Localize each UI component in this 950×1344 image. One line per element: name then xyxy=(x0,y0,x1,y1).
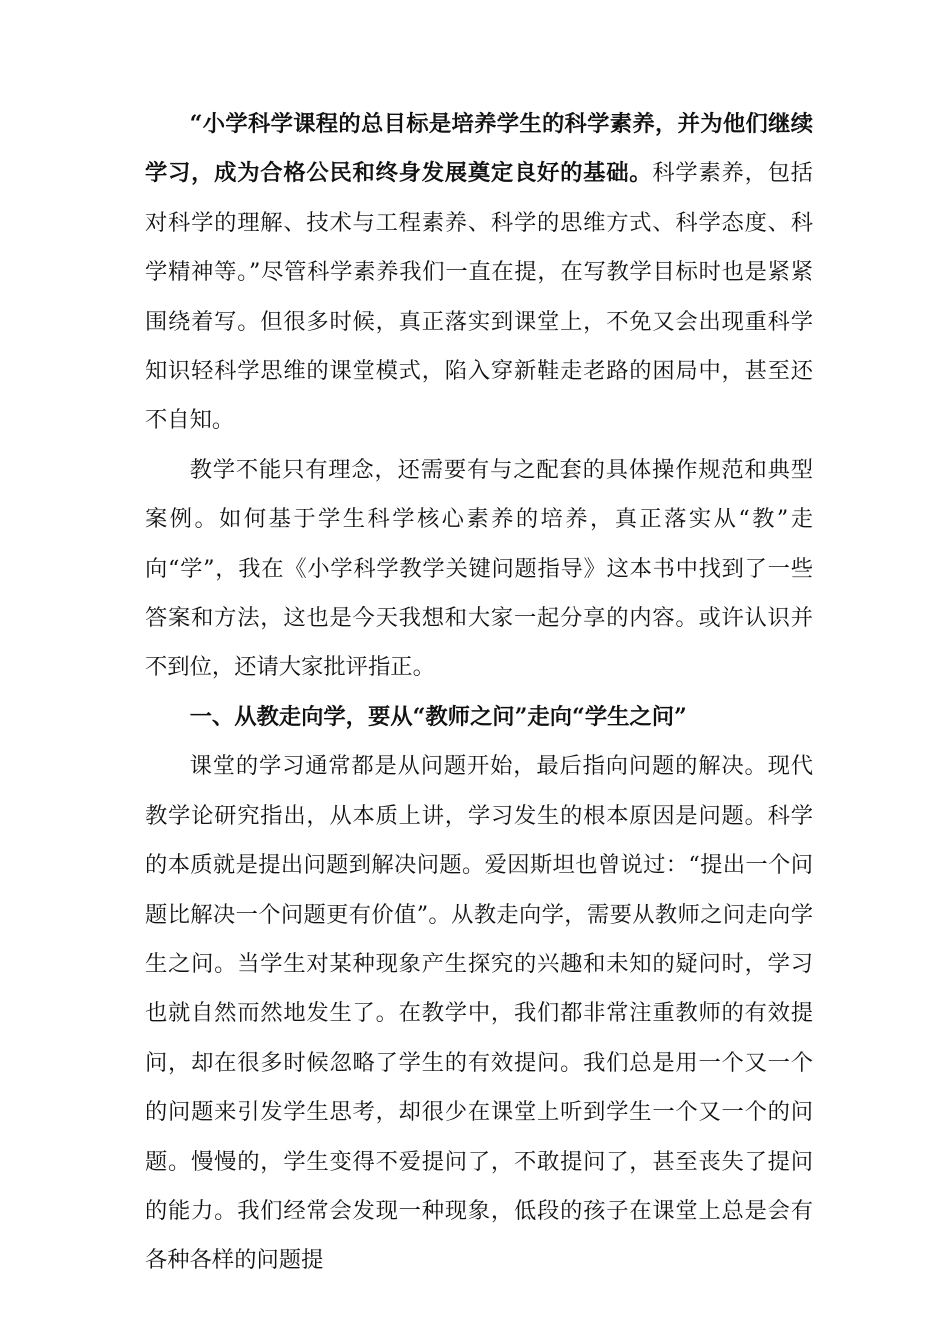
section-heading-1: 一、从教走向学，要从“教师之问”走向“学生之问” xyxy=(189,703,687,730)
paragraph-3: 课堂的学习通常都是从问题开始，最后指向问题的解决。现代教学论研究指出，从本质上讲，学习发生的根本原因是问题。科学的本质就是提出问题到解决问题。爱因斯坦也曾说过：“提出一个问题比解决一个问题更有价值”。从教走向学，需要从教师之问走向学生之问。当学生对某种现象产生探究的兴趣和未知的疑问时，学习也就自然而然地发生了。在教学中，我们都非常注重教师的有效提问，却在很多时候忽略了学生的有效提问。我们总是用一个又一个的问题来引发学生思考，却很少在课堂上听到学生一个又一个的问题。慢慢的，学生变得不爱提问了，不敢提问了，甚至丧失了提问的能力。我们经常会发现一种现象，低段的孩子在课堂上总是会有各种各样的问题提 xyxy=(145,753,813,1274)
paragraph-1-bold-text: “小学科学课程的总目标是培养学生的科学素养，并为他们继续学习，成为合格公民和终身发展奠定良好的基础。 xyxy=(145,111,813,187)
document-body xyxy=(145,100,813,1286)
paragraph-1-text: 科学素养，包括对科学的理解、技术与工程素养、科学的思维方式、科学态度、科学精神等。”尽管科学素养我们一直在提，在写教学目标时也是紧紧围绕着写。但很多时候，真正落实到课堂上，不免又会出现重科学知识轻科学思维的课堂模式，陷入穿新鞋走老路的困局中，甚至还不自知。 xyxy=(145,160,813,434)
paragraph-1 xyxy=(145,100,813,446)
paragraph-2: 教学不能只有理念，还需要有与之配套的具体操作规范和典型案例。如何基于学生科学核心素养的培养，真正落实从“教”走向“学”，我在《小学科学教学关键问题指导》这本书中找到了一些答案和方法，这也是今天我想和大家一起分享的内容。或许认识并不到位，还请大家批评指正。 xyxy=(145,456,813,681)
